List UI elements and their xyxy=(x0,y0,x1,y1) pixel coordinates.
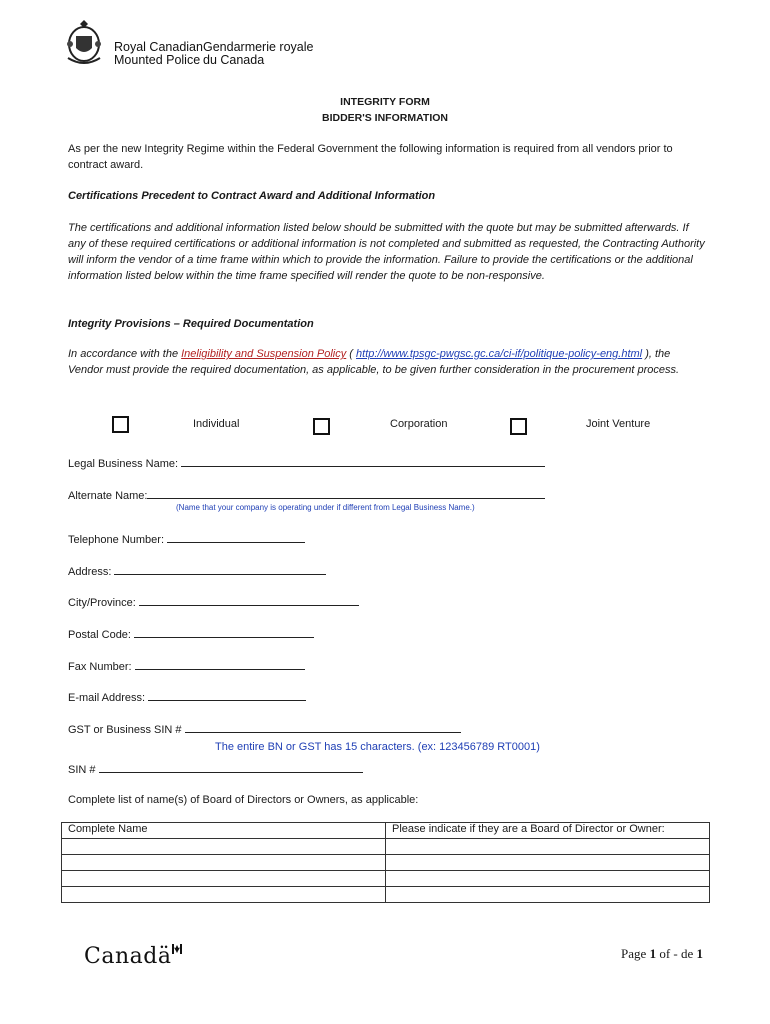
role-cell[interactable] xyxy=(386,871,710,887)
table-header-row xyxy=(62,823,710,839)
joint-venture-label: Joint Venture xyxy=(586,418,651,430)
individual-label: Individual xyxy=(193,418,240,430)
policy-link[interactable]: Ineligibility and Suspension Policy xyxy=(181,348,347,360)
intro-paragraph: As per the new Integrity Regime within the Federal Government the following information is required from all vendors prior to contract award. xyxy=(68,143,673,171)
owners-table xyxy=(61,822,710,903)
form-subtitle: BIDDER'S INFORMATION xyxy=(322,112,448,124)
email-field[interactable]: E-mail Address: xyxy=(68,690,306,705)
canada-wordmark: Canadä xyxy=(84,944,182,969)
table-row[interactable] xyxy=(62,887,710,903)
certifications-body: The certifications and additional information listed below should be submitted with the quote but may be submitted afterwards. If any of these required certifications or additional information is not completed and submitted as requested, the Contracting Authority will inform the vendor of a time frame within which to provide the information. Failure to provide the certifications or the additional information listed below within the time frame specified will render the quote to be non-responsive. xyxy=(68,222,705,282)
corporation-label: Corporation xyxy=(390,418,448,430)
address-field[interactable]: Address: xyxy=(68,564,326,579)
name-cell[interactable] xyxy=(62,871,386,887)
col-board-or-owner: Please indicate if they are a Board of Director or Owner: xyxy=(386,823,710,839)
table-row[interactable] xyxy=(62,839,710,855)
form-title: INTEGRITY FORM xyxy=(340,96,430,108)
city-province-field[interactable]: City/Province: xyxy=(68,595,359,610)
role-cell[interactable] xyxy=(386,839,710,855)
role-cell[interactable] xyxy=(386,887,710,903)
certifications-heading: Certifications Precedent to Contract Award and Additional Information xyxy=(68,190,436,202)
accordance-paragraph: In accordance with the Ineligibility and Suspension Policy ( http://www.tpsgc-pwgsc.gc.ca/ci-if/politique-policy-eng.html ), the Vendor must provide the required documentation, as applicable, to be given further consideration in the procurement process. xyxy=(68,348,680,376)
col-complete-name: Complete Name xyxy=(62,823,386,839)
role-cell[interactable] xyxy=(386,855,710,871)
corporation-checkbox[interactable] xyxy=(313,418,330,435)
legal-name-field[interactable]: Legal Business Name: xyxy=(68,456,545,471)
integrity-heading: Integrity Provisions – Required Documentation xyxy=(68,318,314,330)
alternate-name-field[interactable]: Alternate Name: xyxy=(68,488,545,503)
name-cell[interactable] xyxy=(62,855,386,871)
postal-code-field[interactable]: Postal Code: xyxy=(68,627,314,642)
owners-intro: Complete list of name(s) of Board of Directors or Owners, as applicable: xyxy=(68,794,419,806)
name-cell[interactable] xyxy=(62,887,386,903)
policy-url-link[interactable]: http://www.tpsgc-pwgsc.gc.ca/ci-if/politique-policy-eng.html xyxy=(356,348,643,360)
table-row[interactable] xyxy=(62,871,710,887)
joint-venture-checkbox[interactable] xyxy=(510,418,527,435)
individual-checkbox[interactable] xyxy=(112,416,129,433)
page-indicator: Page 1 of - de 1 xyxy=(621,946,703,961)
table-row[interactable] xyxy=(62,855,710,871)
gst-note: The entire BN or GST has 15 characters. (ex: 123456789 RT0001) xyxy=(215,741,540,753)
sin-field[interactable]: SIN # xyxy=(68,762,363,777)
org-name-french: Gendarmerie royale du Canada xyxy=(203,40,314,67)
org-name-english: Royal Canadian Mounted Police xyxy=(114,40,203,67)
alternate-name-note: (Name that your company is operating under if different from Legal Business Name.) xyxy=(176,503,475,512)
name-cell[interactable] xyxy=(62,839,386,855)
fax-number-field[interactable]: Fax Number: xyxy=(68,659,305,674)
gst-sin-field[interactable]: GST or Business SIN # xyxy=(68,722,461,737)
flag-icon xyxy=(172,944,182,956)
telephone-field[interactable]: Telephone Number: xyxy=(68,532,305,547)
rcmp-crest-logo xyxy=(62,18,106,66)
